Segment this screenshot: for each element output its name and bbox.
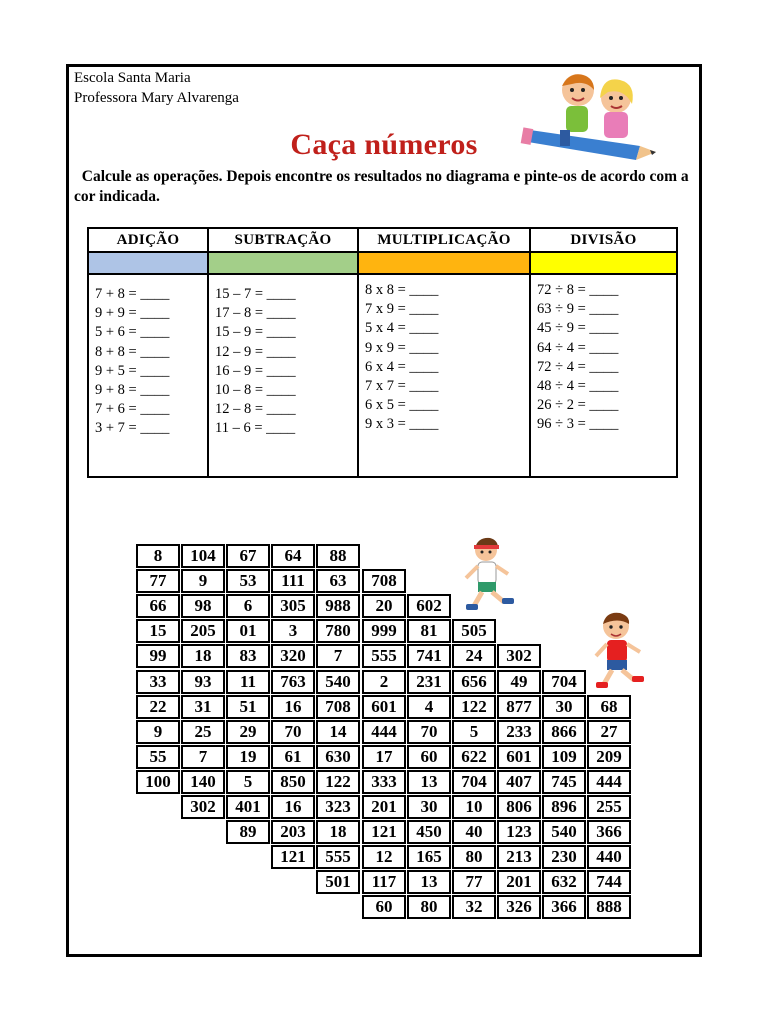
grid-cell[interactable]: 302 — [181, 795, 225, 819]
grid-cell[interactable]: 60 — [362, 895, 406, 919]
grid-cell[interactable]: 501 — [316, 870, 360, 894]
operation-item: 12 – 8 = ____ — [215, 401, 296, 418]
grid-cell[interactable]: 213 — [497, 845, 541, 869]
grid-cell[interactable]: 99 — [136, 644, 180, 668]
grid-cell[interactable]: 7 — [181, 745, 225, 769]
grid-cell[interactable]: 601 — [497, 745, 541, 769]
grid-cell[interactable]: 555 — [316, 845, 360, 869]
operation-item: 7 + 8 = ____ — [95, 286, 170, 302]
operation-item: 11 – 6 = ____ — [215, 420, 296, 437]
operation-item: 15 – 7 = ____ — [215, 286, 296, 302]
operations-header-row — [88, 228, 677, 252]
grid-cell[interactable]: 877 — [497, 695, 541, 719]
grid-cell[interactable]: 704 — [452, 770, 496, 794]
grid-cell[interactable]: 708 — [362, 569, 406, 593]
grid-cell[interactable]: 40 — [452, 820, 496, 844]
grid-cell[interactable]: 505 — [452, 619, 496, 643]
grid-cell[interactable]: 01 — [226, 619, 270, 643]
grid-cell[interactable]: 24 — [452, 644, 496, 668]
grid-cell[interactable]: 140 — [181, 770, 225, 794]
grid-cell[interactable]: 70 — [271, 720, 315, 744]
op-header-multiplication: MULTIPLICAÇÃO — [358, 228, 530, 252]
grid-cell[interactable]: 83 — [226, 644, 270, 668]
grid-cell[interactable]: 806 — [497, 795, 541, 819]
operation-item: 5 x 4 = ____ — [365, 320, 439, 337]
list-cell-division — [530, 274, 677, 477]
op-header-division: DIVISÃO — [530, 228, 677, 252]
grid-cell[interactable]: 77 — [452, 870, 496, 894]
grid-cell[interactable]: 109 — [542, 745, 586, 769]
operations-list-row — [88, 274, 677, 477]
teacher-name: Professora Mary Alvarenga — [74, 90, 239, 106]
grid-cell[interactable]: 780 — [316, 619, 360, 643]
operation-item: 9 + 5 = ____ — [95, 362, 170, 379]
grid-cell[interactable]: 8 — [136, 544, 180, 568]
operation-item: 6 x 4 = ____ — [365, 358, 439, 375]
grid-cell[interactable]: 13 — [407, 770, 451, 794]
operations-table — [87, 227, 678, 478]
operation-item: 6 x 5 = ____ — [365, 397, 439, 414]
grid-cell[interactable]: 305 — [271, 594, 315, 618]
list-cell-multiplication — [358, 274, 530, 477]
grid-cell[interactable]: 18 — [181, 644, 225, 668]
grid-cell[interactable]: 67 — [226, 544, 270, 568]
grid-cell[interactable]: 231 — [407, 670, 451, 694]
grid-cell[interactable]: 555 — [362, 644, 406, 668]
grid-cell[interactable]: 630 — [316, 745, 360, 769]
operation-item: 64 ÷ 4 = ____ — [537, 339, 619, 356]
grid-cell[interactable]: 20 — [362, 594, 406, 618]
operation-item: 63 ÷ 9 = ____ — [537, 301, 619, 318]
grid-cell[interactable]: 9 — [136, 720, 180, 744]
grid-cell[interactable]: 100 — [136, 770, 180, 794]
grid-cell[interactable]: 63 — [316, 569, 360, 593]
grid-cell[interactable]: 31 — [181, 695, 225, 719]
instructions-text — [74, 167, 694, 207]
operation-item: 72 ÷ 8 = ____ — [537, 282, 619, 298]
grid-cell[interactable]: 366 — [542, 895, 586, 919]
grid-cell[interactable]: 656 — [452, 670, 496, 694]
operation-item: 7 x 7 = ____ — [365, 378, 439, 395]
page-title: Caça números — [290, 128, 478, 161]
grid-cell[interactable]: 165 — [407, 845, 451, 869]
grid-cell[interactable]: 704 — [542, 670, 586, 694]
grid-cell[interactable]: 7 — [316, 644, 360, 668]
grid-cell[interactable]: 3 — [271, 619, 315, 643]
grid-cell[interactable]: 49 — [497, 670, 541, 694]
grid-cell[interactable]: 121 — [271, 845, 315, 869]
grid-cell[interactable]: 601 — [362, 695, 406, 719]
color-swatch-division — [530, 252, 677, 274]
grid-cell[interactable]: 744 — [587, 870, 631, 894]
grid-cell[interactable]: 888 — [587, 895, 631, 919]
grid-cell[interactable]: 14 — [316, 720, 360, 744]
grid-cell[interactable]: 61 — [271, 745, 315, 769]
grid-cell[interactable]: 632 — [542, 870, 586, 894]
grid-cell[interactable]: 17 — [362, 745, 406, 769]
grid-cell[interactable]: 70 — [407, 720, 451, 744]
color-swatch-multiplication — [358, 252, 530, 274]
grid-cell[interactable]: 850 — [271, 770, 315, 794]
operation-item: 96 ÷ 3 = ____ — [537, 416, 619, 433]
list-cell-subtraction — [208, 274, 358, 477]
grid-cell[interactable]: 444 — [362, 720, 406, 744]
operation-item: 9 x 9 = ____ — [365, 339, 439, 356]
list-cell-addition — [88, 274, 208, 477]
grid-cell[interactable]: 203 — [271, 820, 315, 844]
grid-cell[interactable]: 4 — [407, 695, 451, 719]
grid-cell[interactable]: 123 — [497, 820, 541, 844]
grid-cell[interactable]: 333 — [362, 770, 406, 794]
grid-cell[interactable]: 233 — [497, 720, 541, 744]
grid-cell[interactable]: 440 — [587, 845, 631, 869]
grid-cell[interactable]: 111 — [271, 569, 315, 593]
grid-cell[interactable]: 121 — [362, 820, 406, 844]
grid-cell[interactable]: 89 — [226, 820, 270, 844]
operation-item: 3 + 7 = ____ — [95, 420, 170, 437]
operation-item: 17 – 8 = ____ — [215, 305, 296, 322]
grid-cell[interactable]: 540 — [316, 670, 360, 694]
operations-color-row — [88, 252, 677, 274]
multiplication-list — [359, 275, 529, 435]
instructions-content: Calcule as operações. Depois encontre os resultados no diagrama e pinte-os de acordo com a cor indicada. — [74, 168, 689, 205]
grid-cell[interactable]: 5 — [452, 720, 496, 744]
grid-cell[interactable]: 25 — [181, 720, 225, 744]
grid-cell[interactable]: 88 — [316, 544, 360, 568]
grid-cell[interactable]: 763 — [271, 670, 315, 694]
operation-item: 9 x 3 = ____ — [365, 416, 439, 433]
grid-cell[interactable]: 30 — [407, 795, 451, 819]
grid-cell[interactable]: 93 — [181, 670, 225, 694]
grid-cell[interactable]: 104 — [181, 544, 225, 568]
grid-cell[interactable]: 80 — [407, 895, 451, 919]
op-header-addition: ADIÇÃO — [88, 228, 208, 252]
operation-item: 9 + 9 = ____ — [95, 305, 170, 322]
grid-cell[interactable]: 117 — [362, 870, 406, 894]
school-name: Escola Santa Maria — [74, 70, 191, 86]
grid-cell[interactable]: 999 — [362, 619, 406, 643]
grid-cell[interactable]: 22 — [136, 695, 180, 719]
grid-cell[interactable]: 209 — [587, 745, 631, 769]
grid-cell[interactable]: 201 — [497, 870, 541, 894]
operation-item: 45 ÷ 9 = ____ — [537, 320, 619, 337]
grid-cell[interactable]: 326 — [497, 895, 541, 919]
operation-item: 8 x 8 = ____ — [365, 282, 439, 298]
grid-cell[interactable]: 366 — [587, 820, 631, 844]
grid-cell[interactable]: 323 — [316, 795, 360, 819]
grid-cell[interactable]: 33 — [136, 670, 180, 694]
grid-cell[interactable]: 68 — [587, 695, 631, 719]
grid-cell[interactable]: 866 — [542, 720, 586, 744]
grid-cell[interactable]: 122 — [452, 695, 496, 719]
grid-cell[interactable]: 302 — [497, 644, 541, 668]
grid-cell[interactable]: 55 — [136, 745, 180, 769]
grid-cell[interactable]: 10 — [452, 795, 496, 819]
grid-cell[interactable]: 122 — [316, 770, 360, 794]
grid-cell[interactable]: 6 — [226, 594, 270, 618]
grid-cell[interactable]: 51 — [226, 695, 270, 719]
grid-cell[interactable]: 80 — [452, 845, 496, 869]
grid-cell[interactable]: 602 — [407, 594, 451, 618]
grid-cell[interactable]: 13 — [407, 870, 451, 894]
grid-cell[interactable]: 81 — [407, 619, 451, 643]
operation-item: 8 + 8 = ____ — [95, 343, 170, 360]
subtraction-list — [209, 275, 357, 439]
op-header-subtraction: SUBTRAÇÃO — [208, 228, 358, 252]
operation-item: 26 ÷ 2 = ____ — [537, 397, 619, 414]
grid-cell[interactable]: 540 — [542, 820, 586, 844]
header-info — [74, 68, 239, 108]
grid-cell[interactable]: 407 — [497, 770, 541, 794]
grid-cell[interactable]: 30 — [542, 695, 586, 719]
grid-cell[interactable]: 53 — [226, 569, 270, 593]
grid-cell[interactable]: 29 — [226, 720, 270, 744]
grid-cell[interactable]: 12 — [362, 845, 406, 869]
grid-cell[interactable]: 77 — [136, 569, 180, 593]
grid-cell[interactable]: 18 — [316, 820, 360, 844]
grid-cell[interactable]: 15 — [136, 619, 180, 643]
grid-cell[interactable]: 16 — [271, 695, 315, 719]
operation-item: 7 x 9 = ____ — [365, 301, 439, 318]
grid-cell[interactable]: 230 — [542, 845, 586, 869]
color-swatch-addition — [88, 252, 208, 274]
grid-cell[interactable]: 708 — [316, 695, 360, 719]
operation-item: 7 + 6 = ____ — [95, 401, 170, 418]
grid-cell[interactable]: 5 — [226, 770, 270, 794]
operation-item: 5 + 6 = ____ — [95, 324, 170, 341]
operation-item: 16 – 9 = ____ — [215, 362, 296, 379]
grid-cell[interactable]: 64 — [271, 544, 315, 568]
division-list — [531, 275, 676, 435]
running-boy-illustration — [458, 536, 518, 614]
grid-cell[interactable]: 444 — [587, 770, 631, 794]
operation-item: 48 ÷ 4 = ____ — [537, 378, 619, 395]
grid-cell[interactable]: 16 — [271, 795, 315, 819]
grid-cell[interactable]: 255 — [587, 795, 631, 819]
color-swatch-subtraction — [208, 252, 358, 274]
operation-item: 10 – 8 = ____ — [215, 382, 296, 399]
operation-item: 9 + 8 = ____ — [95, 382, 170, 399]
grid-cell[interactable]: 401 — [226, 795, 270, 819]
grid-cell[interactable]: 741 — [407, 644, 451, 668]
operation-item: 12 – 9 = ____ — [215, 343, 296, 360]
grid-cell[interactable]: 19 — [226, 745, 270, 769]
grid-cell[interactable]: 745 — [542, 770, 586, 794]
grid-cell[interactable]: 66 — [136, 594, 180, 618]
grid-cell[interactable]: 98 — [181, 594, 225, 618]
grid-cell[interactable]: 201 — [362, 795, 406, 819]
grid-cell[interactable]: 988 — [316, 594, 360, 618]
grid-cell[interactable]: 32 — [452, 895, 496, 919]
operation-item: 72 ÷ 4 = ____ — [537, 358, 619, 375]
grid-cell[interactable]: 896 — [542, 795, 586, 819]
grid-cell[interactable]: 27 — [587, 720, 631, 744]
addition-list — [89, 275, 207, 439]
grid-cell[interactable]: 2 — [362, 670, 406, 694]
running-boy-red-shirt-illustration — [590, 610, 650, 692]
grid-cell[interactable]: 450 — [407, 820, 451, 844]
grid-cell[interactable]: 622 — [452, 745, 496, 769]
grid-cell[interactable]: 205 — [181, 619, 225, 643]
operation-item: 15 – 9 = ____ — [215, 324, 296, 341]
grid-cell[interactable]: 60 — [407, 745, 451, 769]
grid-cell[interactable]: 11 — [226, 670, 270, 694]
grid-cell[interactable]: 9 — [181, 569, 225, 593]
grid-cell[interactable]: 320 — [271, 644, 315, 668]
